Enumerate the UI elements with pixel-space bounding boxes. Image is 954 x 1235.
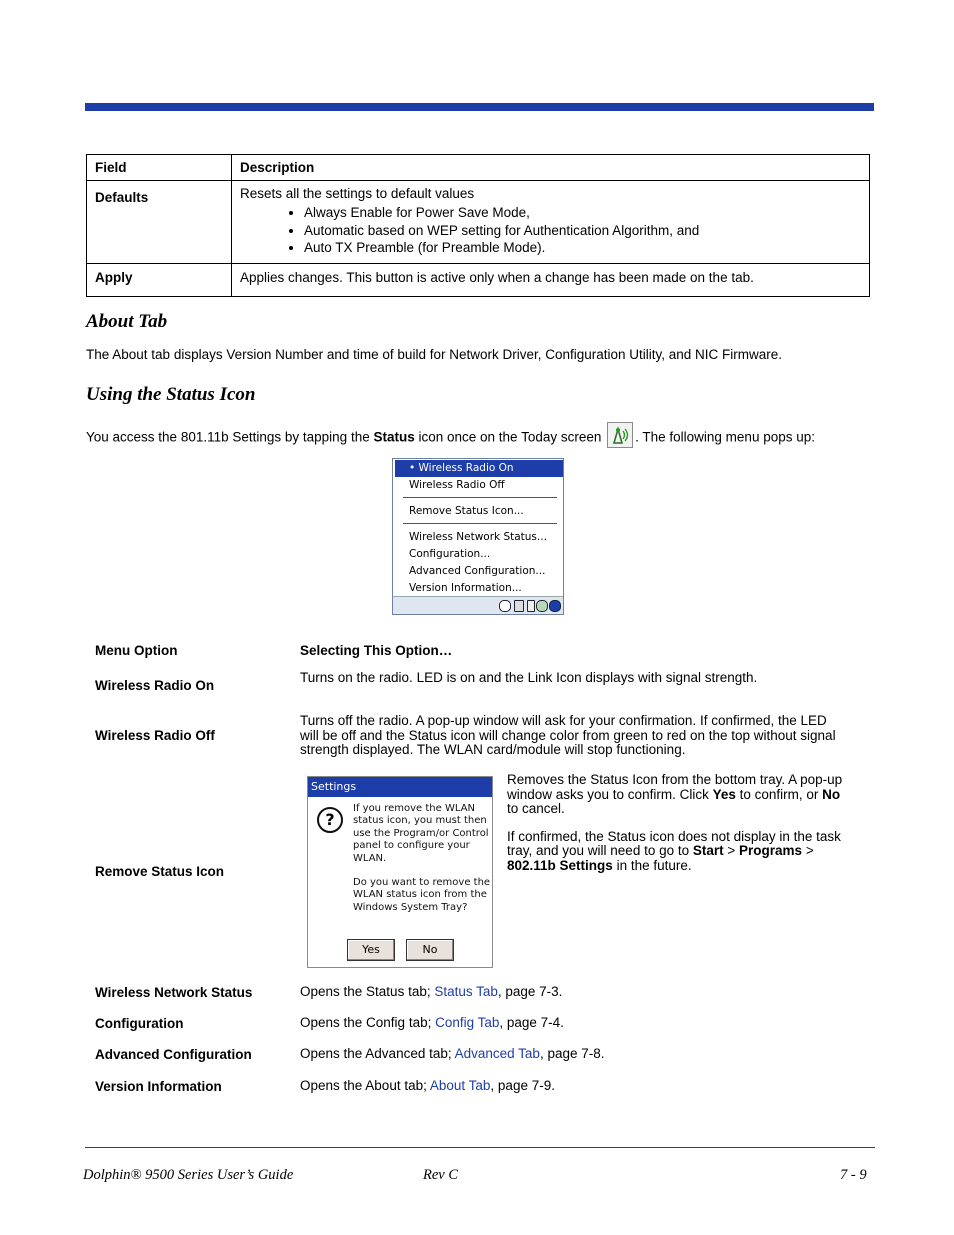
header-rule (85, 103, 874, 111)
bold-programs: Programs (739, 843, 803, 858)
link-about-tab[interactable]: About Tab (429, 1078, 491, 1093)
intro-text: You access the 801.11b Settings by tapping the (86, 429, 374, 445)
bold-settings: 802.11b Settings (507, 857, 613, 873)
text: , page 7-3. (497, 984, 563, 999)
text: , page 7-4. (499, 1015, 564, 1030)
text: to confirm, or (735, 786, 823, 802)
text: Opens the Status tab; (300, 984, 435, 999)
menu-item-wireless-radio-on[interactable]: • Wireless Radio On (395, 460, 563, 477)
option-wireless-radio-on: Wireless Radio On (95, 678, 215, 693)
link-advanced-tab[interactable]: Advanced Tab (454, 1046, 540, 1061)
intro-bold-status: Status (373, 429, 415, 445)
text: > (802, 843, 814, 858)
dialog-message-1: If you remove the WLAN status icon, you must then use the Program/or Control panel to configure your WLAN. (353, 803, 489, 864)
column-header-field: Field (87, 155, 232, 181)
bold-start: Start (692, 843, 724, 858)
table-row (87, 181, 870, 264)
intro-text: . The following menu pops up: (635, 429, 815, 445)
wireless-status-icon (607, 422, 633, 448)
option-configuration: Configuration (95, 1016, 184, 1031)
bold-yes: Yes (712, 786, 736, 802)
task-tray (393, 596, 563, 614)
text: , page 7-9. (490, 1078, 555, 1093)
link-config-tab[interactable]: Config Tab (435, 1015, 500, 1030)
text: Opens the Config tab; (300, 1015, 436, 1030)
link-status-tab[interactable]: Status Tab (434, 984, 498, 999)
about-tab-heading: About Tab (86, 311, 168, 332)
yes-button[interactable]: Yes (347, 939, 395, 961)
option-advanced-configuration: Advanced Configuration (95, 1047, 252, 1062)
desc-advanced-configuration (300, 1047, 605, 1062)
column-header-description: Description (232, 155, 870, 181)
status-icon-intro (86, 428, 815, 448)
remove-para-1 (507, 773, 847, 817)
text: > (723, 843, 740, 858)
desc-wireless-network-status (300, 985, 562, 1000)
defaults-bullet-list (240, 204, 861, 257)
footer-page-number: 7 - 9 (840, 1167, 867, 1183)
menu-item-remove-status-icon[interactable]: Remove Status Icon... (409, 505, 524, 517)
description-apply: Applies changes. This button is active only when a change has been made on the tab. (232, 263, 870, 296)
settings-dialog (307, 776, 493, 968)
connection-icon[interactable] (514, 600, 524, 612)
text: , page 7-8. (539, 1046, 605, 1061)
intro-text: icon once on the Today screen (414, 429, 606, 445)
menu-item-configuration[interactable]: Configuration... (409, 548, 491, 560)
text: Removes the Status Icon from the bottom tray. A pop-up window asks you to confirm. Click (507, 772, 843, 802)
field-defaults: Defaults (87, 181, 232, 264)
column-header-selecting: Selecting This Option… (300, 643, 453, 658)
text: in the future. (612, 857, 692, 873)
desc-remove-status-icon (507, 773, 847, 873)
up-arrow-icon[interactable] (549, 600, 561, 612)
table-header-row (87, 155, 870, 181)
no-button[interactable]: No (406, 939, 454, 961)
globe-icon[interactable] (499, 600, 511, 612)
text: Opens the Advanced tab; (300, 1046, 455, 1061)
question-icon: ? (317, 807, 343, 833)
status-icon-heading: Using the Status Icon (86, 384, 256, 405)
desc-wireless-radio-off: Turns off the radio. A pop-up window will ask for your confirmation. If confirmed, the LED will be off and the Status icon will change color from green to red on the top without signal strength displayed. The WLAN card/module will stop functioning. (300, 713, 836, 757)
option-wireless-network-status: Wireless Network Status (95, 985, 253, 1000)
footer-rule (85, 1147, 875, 1148)
description-defaults (232, 181, 870, 264)
table-row (87, 263, 870, 296)
menu-separator (403, 497, 557, 498)
dialog-message (353, 803, 491, 914)
list-item: • Auto TX Preamble (for Preamble Mode). (304, 239, 861, 257)
field-description-table (86, 154, 870, 297)
footer-revision: Rev C (423, 1167, 459, 1183)
remove-para-2 (507, 830, 847, 874)
menu-item-version-information[interactable]: Version Information... (409, 582, 522, 594)
bold-no: No (822, 786, 841, 802)
option-wireless-radio-off: Wireless Radio Off (95, 728, 215, 743)
menu-item-wireless-radio-off[interactable]: Wireless Radio Off (409, 479, 505, 491)
text: to cancel. (507, 801, 565, 816)
desc-wireless-radio-on: Turns on the radio. LED is on and the Link Icon displays with signal strength. (300, 670, 758, 685)
menu-item-wireless-network-status[interactable]: Wireless Network Status... (409, 531, 547, 543)
option-remove-status-icon: Remove Status Icon (95, 864, 225, 879)
dialog-title: Settings (308, 777, 492, 797)
text: Opens the About tab; (300, 1078, 430, 1093)
column-header-menu-option: Menu Option (95, 643, 178, 658)
status-popup-menu (392, 458, 564, 615)
dialog-message-2: Do you want to remove the WLAN status icon from the Windows System Tray? (353, 877, 491, 913)
desc-configuration (300, 1016, 564, 1031)
option-version-information: Version Information (95, 1079, 222, 1094)
defaults-text: Resets all the settings to default values (240, 186, 475, 201)
text: If confirmed, the Status icon does not display in the task tray, and you will need to go to (507, 828, 841, 858)
field-apply: Apply (87, 263, 232, 296)
about-tab-text: The About tab displays Version Number and time of build for Network Driver, Configuration Utility, and NIC Firmware. (86, 347, 783, 362)
antenna-icon[interactable] (527, 600, 535, 612)
menu-separator (403, 523, 557, 524)
list-item: • Always Enable for Power Save Mode, (304, 204, 861, 222)
menu-item-advanced-configuration[interactable]: Advanced Configuration... (409, 565, 546, 577)
wireless-status-icon[interactable] (536, 600, 548, 612)
footer-title: Dolphin® 9500 Series User’s Guide (83, 1167, 294, 1183)
list-item: • Automatic based on WEP setting for Authentication Algorithm, and (304, 222, 861, 240)
desc-version-information (300, 1079, 555, 1094)
